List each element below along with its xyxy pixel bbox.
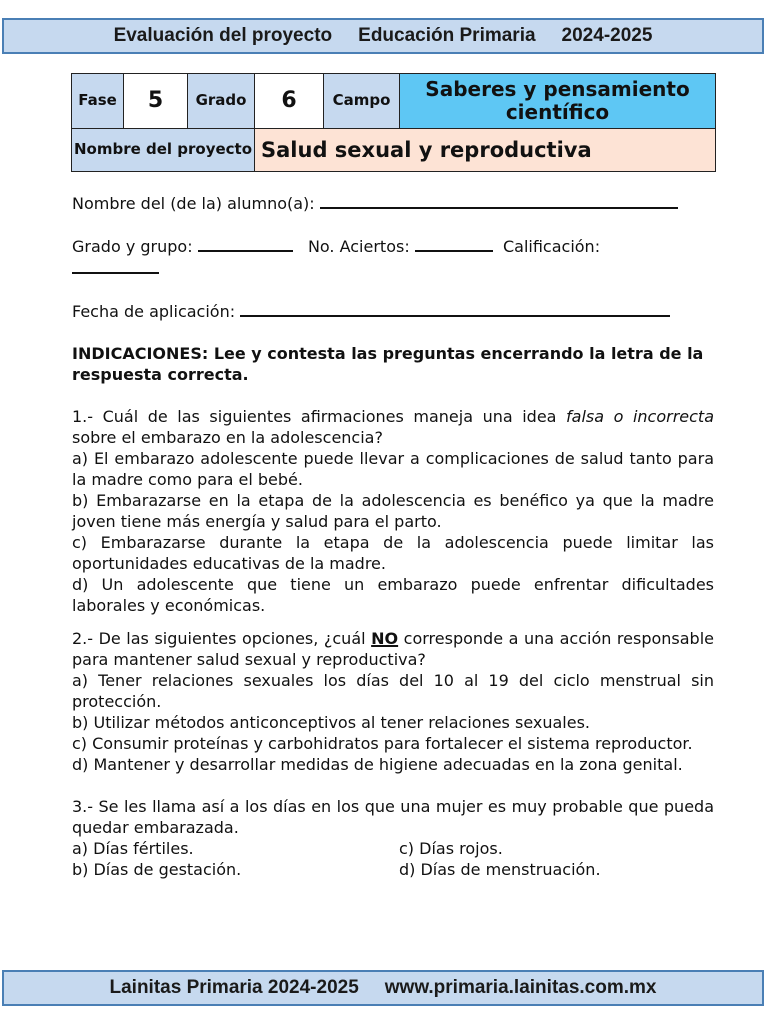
date-blank[interactable]: [240, 300, 670, 317]
grado-value: 6: [255, 74, 324, 129]
proyecto-label: Nombre del proyecto: [72, 129, 255, 172]
question-1-option-a[interactable]: a) El embarazo adolescente puede llevar a complicaciones de salud tanto para la madre como para el bebé.: [72, 449, 714, 489]
header-title: Evaluación del proyecto: [113, 25, 333, 46]
question-2-text: 2.- De las siguientes opciones, ¿cuál NO corresponde a una acción responsable para mantener salud sexual y reproductiva?: [72, 629, 715, 669]
header-banner: [2, 18, 764, 54]
fase-label: Fase: [72, 74, 124, 129]
hits-blank[interactable]: [415, 235, 493, 252]
question-3-text: 3.- Se les llama así a los días en los que una mujer es muy probable que pueda quedar embarazada.: [72, 797, 714, 837]
footer-banner: [2, 970, 764, 1006]
question-1-option-c[interactable]: c) Embarazarse durante la etapa de la adolescencia puede limitar las oportunidades educativas de la madre.: [72, 533, 714, 573]
question-3-options: [72, 838, 714, 880]
score-blank[interactable]: [72, 257, 159, 274]
exam-content: [72, 192, 714, 880]
question-3-option-d[interactable]: d) Días de menstruación.: [399, 860, 601, 879]
student-name-blank[interactable]: [320, 192, 678, 209]
student-name-label: Nombre del (de la) alumno(a):: [72, 194, 315, 213]
footer-url[interactable]: www.primaria.lainitas.com.mx: [384, 977, 657, 998]
grado-label: Grado: [188, 74, 255, 129]
proyecto-value: Salud sexual y reproductiva: [255, 129, 716, 172]
header-year: 2024-2025: [561, 25, 653, 46]
question-2-emphasis: NO: [371, 629, 399, 648]
grade-group-line: [72, 235, 714, 257]
fase-value: 5: [124, 74, 188, 129]
question-2-option-d[interactable]: d) Mantener y desarrollar medidas de higiene adecuadas en la zona genital.: [72, 755, 683, 774]
campo-value: Saberes y pensamiento científico: [400, 74, 716, 129]
question-1-option-b[interactable]: b) Embarazarse en la etapa de la adolescencia es benéfico ya que la madre joven tiene más energía y salud para el parto.: [72, 491, 714, 531]
question-2: [72, 628, 714, 775]
question-2-option-b[interactable]: b) Utilizar métodos anticonceptivos al tener relaciones sexuales.: [72, 713, 590, 732]
question-3: [72, 796, 714, 880]
question-1-emphasis: falsa o incorrecta: [566, 407, 714, 426]
question-2-option-c[interactable]: c) Consumir proteínas y carbohidratos para fortalecer el sistema reproductor.: [72, 734, 693, 753]
header-level: Educación Primaria: [358, 25, 536, 46]
grade-group-blank[interactable]: [198, 235, 293, 252]
hits-label: No. Aciertos:: [307, 237, 410, 256]
student-name-field: [72, 192, 714, 214]
date-label: Fecha de aplicación:: [72, 302, 236, 321]
score-blank-line: [72, 257, 714, 279]
question-1-text: 1.- Cuál de las siguientes afirmaciones maneja una idea falsa o incorrecta sobre el embarazo en la adolescencia?: [72, 407, 714, 447]
question-2-option-a[interactable]: a) Tener relaciones sexuales los días del 10 al 19 del ciclo menstrual sin protección.: [72, 671, 714, 711]
project-info-table: [71, 73, 716, 172]
footer-title: Lainitas Primaria 2024-2025: [109, 977, 359, 998]
instructions: INDICACIONES: Lee y contesta las preguntas encerrando la letra de la respuesta correcta.: [72, 344, 704, 384]
score-label: Calificación:: [502, 237, 601, 256]
question-3-option-a[interactable]: a) Días fértiles.: [72, 839, 194, 858]
question-3-option-b[interactable]: b) Días de gestación.: [72, 860, 242, 879]
question-1: [72, 406, 714, 616]
date-field: [72, 300, 714, 322]
campo-label: Campo: [324, 74, 400, 129]
question-3-option-c[interactable]: c) Días rojos.: [399, 839, 503, 858]
grade-group-label: Grado y grupo:: [72, 237, 193, 256]
question-1-option-d[interactable]: d) Un adolescente que tiene un embarazo puede enfrentar dificultades laborales y económicas.: [72, 575, 714, 615]
